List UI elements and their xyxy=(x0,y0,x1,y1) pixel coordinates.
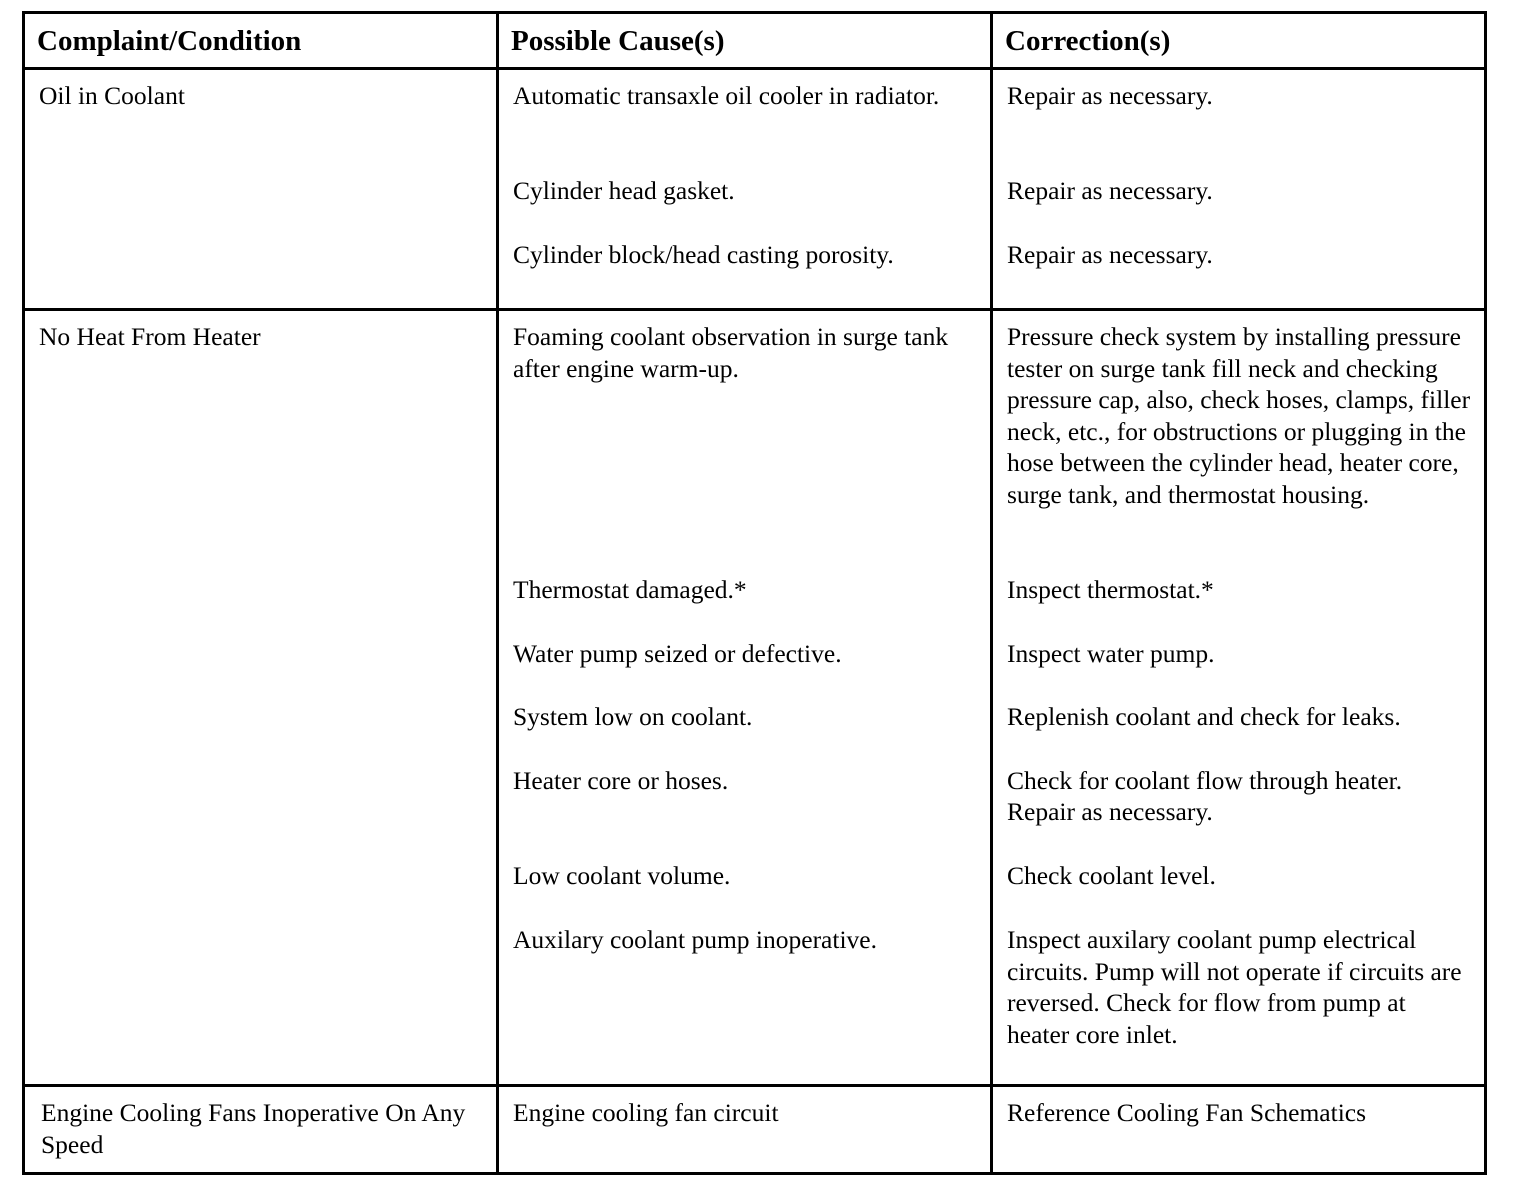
header-correction: Correction(s) xyxy=(992,13,1486,69)
correction-text: Inspect water pump. xyxy=(1007,638,1215,668)
correction-text: Repair as necessary. xyxy=(1007,81,1213,110)
condition-text: Oil in Coolant xyxy=(39,81,185,110)
cause-text: Cylinder head gasket. xyxy=(513,176,735,205)
cause-text: Heater core or hoses. xyxy=(513,765,729,795)
condition-cell xyxy=(24,69,498,310)
condition-cell xyxy=(24,310,498,1086)
correction-text: Inspect auxilary coolant pump electrical circuits. Pump will not operate if circuits are reversed. Check for flow from pump at heater core inlet. xyxy=(1007,925,1462,1049)
cause-cell xyxy=(498,310,992,1086)
table-row xyxy=(24,310,1486,1086)
correction-text: Inspect thermostat.* xyxy=(1007,575,1214,604)
diagnosis-table-container xyxy=(22,11,1484,1175)
condition-text: No Heat From Heater xyxy=(39,322,261,351)
table-row xyxy=(24,1086,1486,1174)
cause-text: Engine cooling fan circuit xyxy=(513,1098,779,1127)
cause-text: System low on coolant. xyxy=(513,702,753,731)
cause-text: Low coolant volume. xyxy=(513,860,731,890)
cause-text: Cylinder block/head casting porosity. xyxy=(513,239,894,269)
cause-cell xyxy=(498,69,992,310)
correction-text: Repair as necessary. xyxy=(1007,176,1213,205)
correction-cell xyxy=(992,310,1486,1086)
cause-text: Auxilary coolant pump inoperative. xyxy=(513,925,877,954)
correction-text: Replenish coolant and check for leaks. xyxy=(1007,702,1401,731)
condition-cell xyxy=(24,1086,498,1174)
correction-text: Check for coolant flow through heater. Repair as necessary. xyxy=(1007,765,1403,826)
cause-text: Automatic transaxle oil cooler in radiator. xyxy=(513,81,940,110)
correction-cell xyxy=(992,69,1486,310)
cause-cell xyxy=(498,1086,992,1174)
cause-text: Thermostat damaged.* xyxy=(513,575,747,604)
table-row xyxy=(24,69,1486,310)
condition-text: Engine Cooling Fans Inoperative On Any Speed xyxy=(41,1098,466,1159)
header-cause: Possible Cause(s) xyxy=(498,13,992,69)
diagnosis-table xyxy=(22,11,1487,1175)
header-row xyxy=(24,13,1486,69)
cause-text: Foaming coolant observation in surge tank after engine warm-up. xyxy=(513,322,949,383)
correction-text: Reference Cooling Fan Schematics xyxy=(1007,1098,1367,1127)
cause-text: Water pump seized or defective. xyxy=(513,638,842,668)
correction-text: Check coolant level. xyxy=(1007,860,1216,890)
correction-cell xyxy=(992,1086,1486,1174)
header-condition: Complaint/Condition xyxy=(24,13,498,69)
correction-text: Repair as necessary. xyxy=(1007,239,1213,269)
correction-text: Pressure check system by installing pressure tester on surge tank fill neck and checking pressure cap, also, check hoses, clamps, filler neck, etc., for obstructions or plugging in the hose between the cylinder head, heater core, surge tank, and thermostat housing. xyxy=(1007,322,1471,509)
